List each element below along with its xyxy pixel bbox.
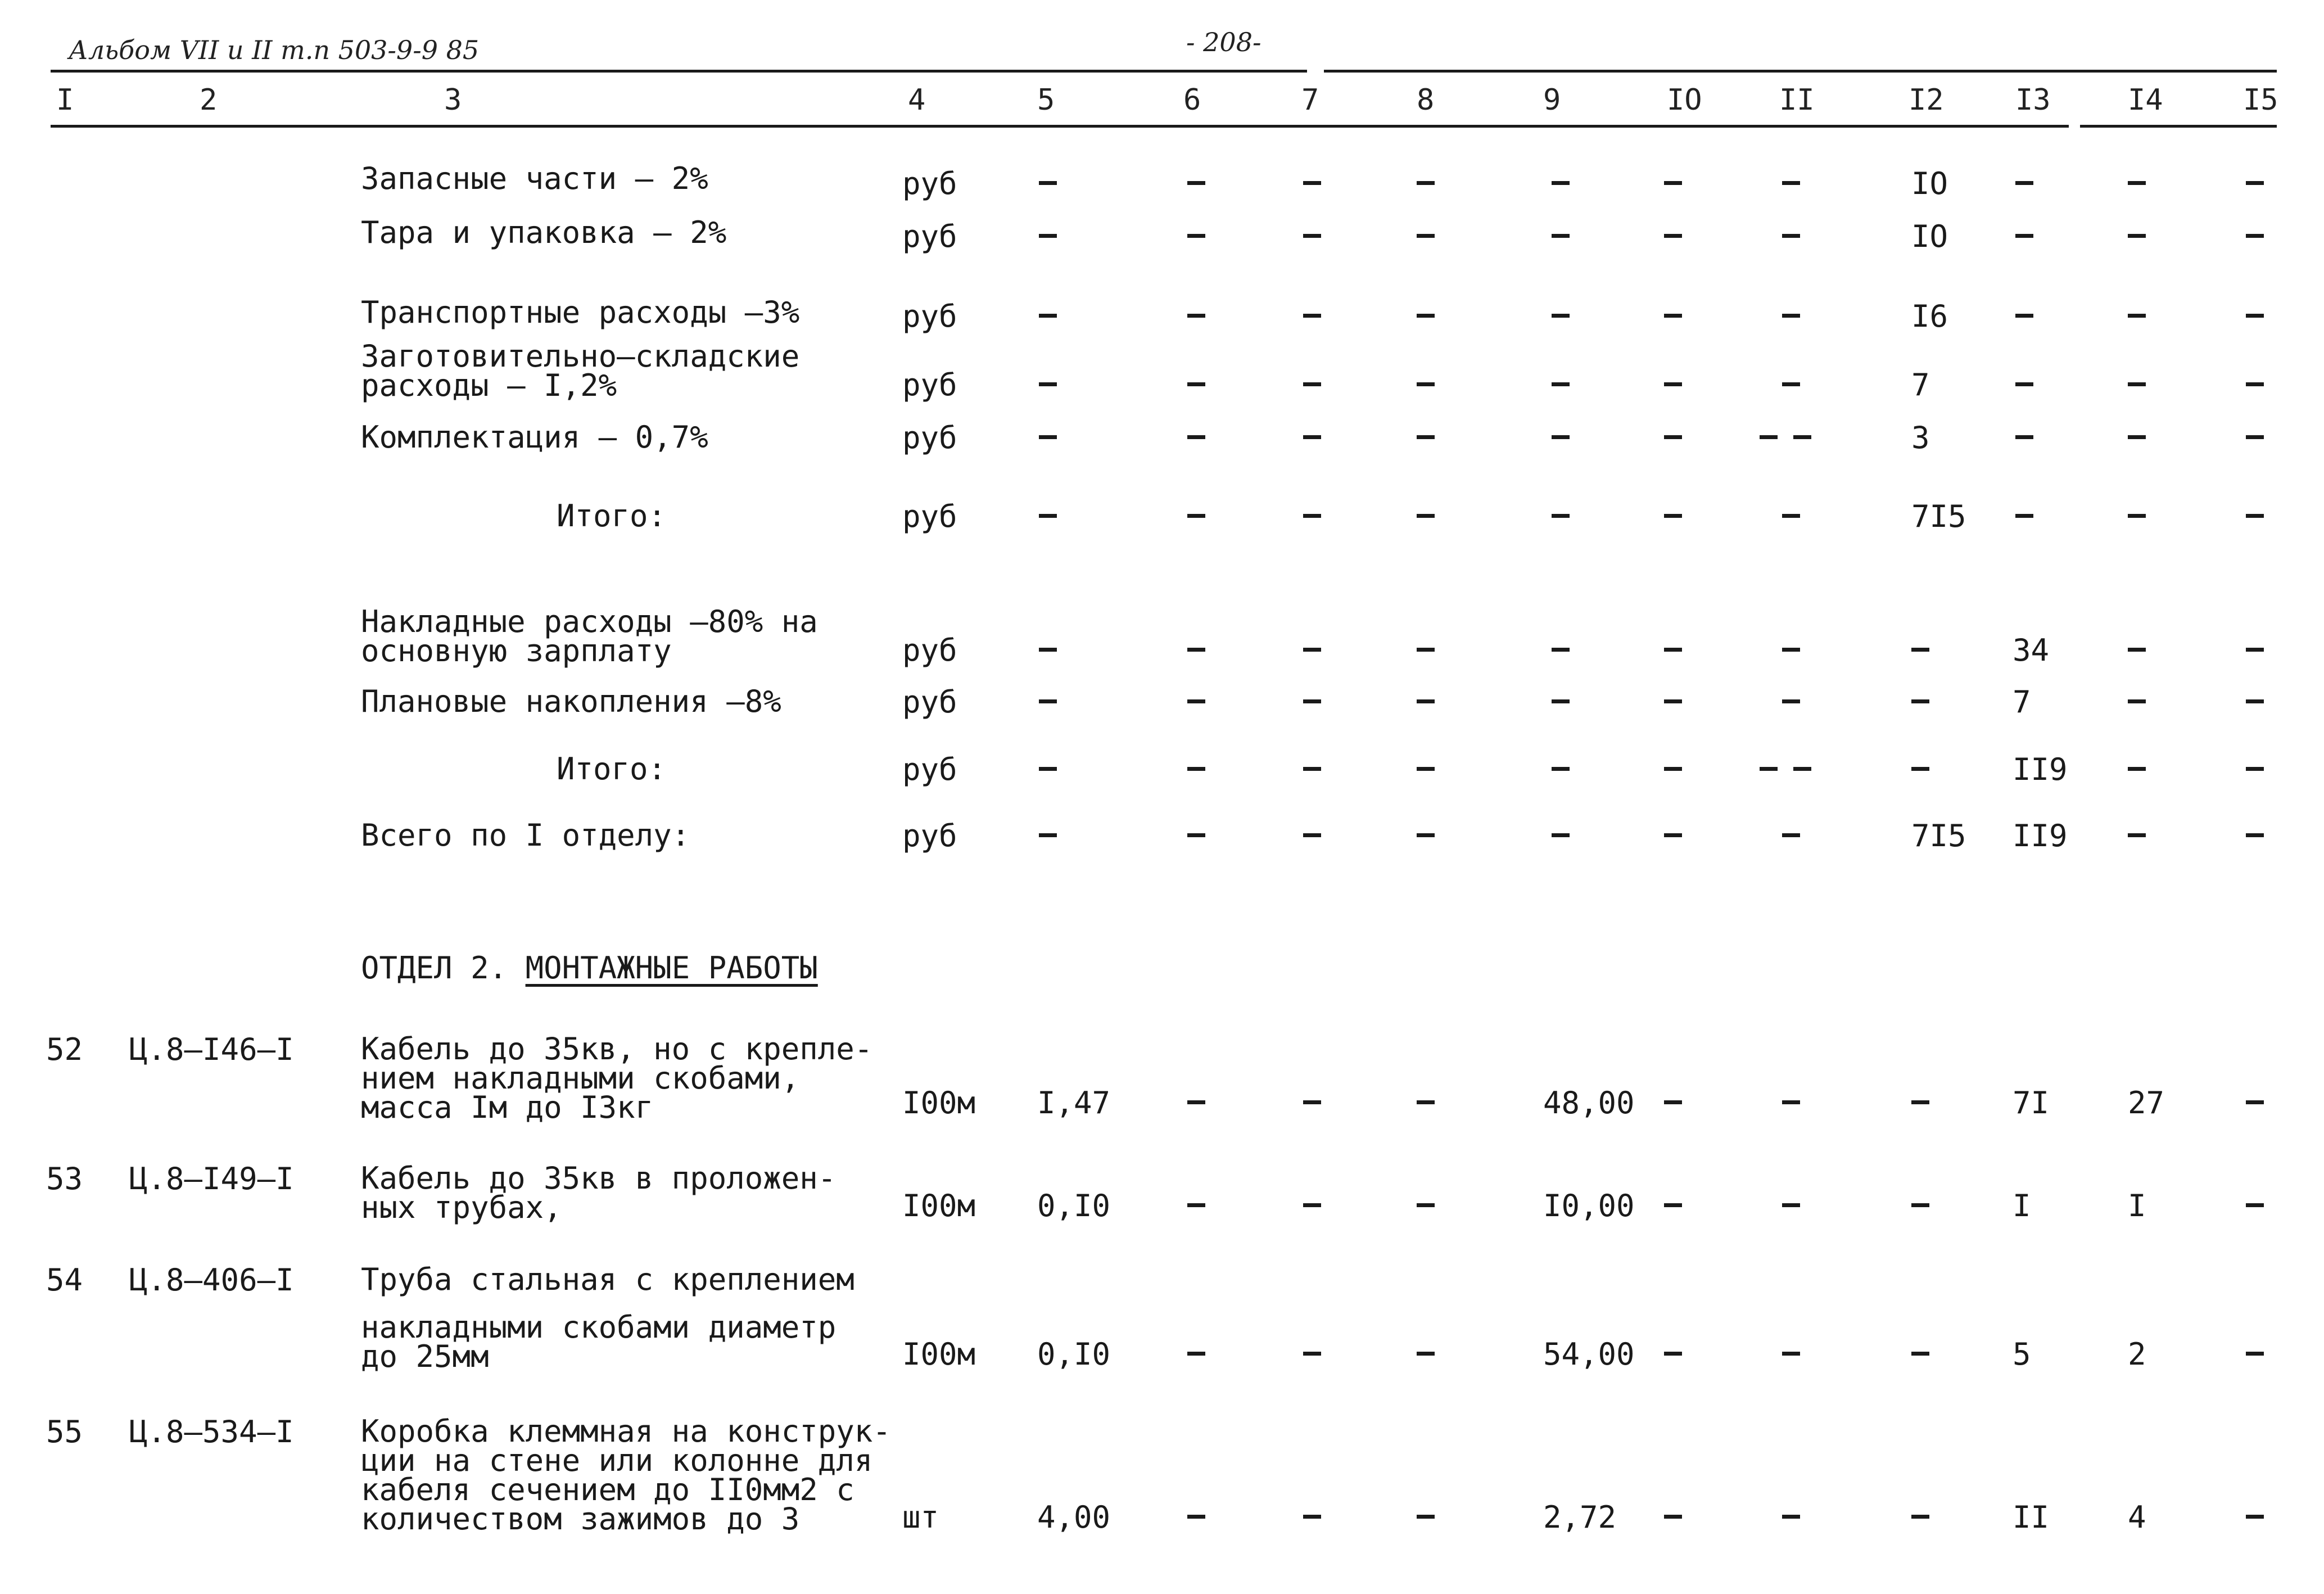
dash-col-14 [2128,648,2146,652]
dash-col-7 [1303,435,1321,439]
row-description: Транспортные расходы –3% [361,295,800,330]
dash-col-6 [1187,382,1205,386]
dash-col-6 [1187,1352,1205,1356]
dash-col-11 [1782,234,1800,238]
section-prefix: ОТДЕЛ 2. [361,950,508,986]
dash-col-6 [1187,1515,1205,1519]
dash-col-11 [1782,1203,1800,1207]
section-heading [361,950,818,986]
dash-col-5 [1039,234,1057,238]
row-unit: руб [902,818,957,854]
album-reference: Альбом VII и II т.п 503-9-9 85 [69,35,480,65]
column-number-14: I4 [2128,83,2163,117]
dash-col-6 [1187,767,1205,771]
dash-col-8 [1417,1352,1435,1356]
column-number-2: 2 [200,83,218,117]
dash-col-6 [1187,648,1205,652]
item-col-14: 2 [2128,1336,2146,1372]
dash-col-7 [1303,767,1321,771]
dash-col-14 [2128,234,2146,238]
row-unit: руб [902,367,957,403]
row-unit: руб [902,420,957,455]
dash-col-9 [1552,514,1570,518]
value-col-12: 7I5 [1911,499,1966,534]
dash-col-8 [1417,1100,1435,1104]
dash-col-10 [1664,1203,1682,1207]
dash-col-15 [2246,1203,2264,1207]
dash-col-5 [1039,435,1057,439]
dash-col-10 [1664,181,1682,185]
dash-col-7 [1303,648,1321,652]
item-code: Ц.8–I46–I [129,1032,294,1067]
dash-col-15 [2246,181,2264,185]
dash-col-11 [1760,767,1778,771]
row-description: Тара и упаковка – 2% [361,215,727,250]
dash-col-6 [1187,181,1205,185]
dash-col-14 [2128,314,2146,318]
dash-col-13 [2015,435,2033,439]
dash-col-14 [2128,435,2146,439]
dash-col-6 [1187,514,1205,518]
item-col-9: 2,72 [1543,1500,1617,1535]
dash-col-5 [1039,699,1057,703]
dash-col-10 [1664,1352,1682,1356]
dash-col-6 [1187,435,1205,439]
dash-col-14 [2128,514,2146,518]
dash-col-14 [2128,699,2146,703]
dash-col-14 [2128,767,2146,771]
dash-col-14 [2128,833,2146,837]
column-number-10: IO [1667,83,1702,117]
dash-col-10 [1664,314,1682,318]
header-rule-left [51,70,1307,73]
item-col-5: 4,00 [1037,1500,1111,1535]
dash-col-9 [1552,382,1570,386]
item-code: Ц.8–I49–I [129,1161,294,1196]
dash-col-12 [1911,1515,1929,1519]
dash-col-14 [2128,382,2146,386]
dash-col-7 [1303,314,1321,318]
item-description: Коробка клеммная на конструк- ции на стене или колонне для кабеля сечением до II0мм2 с количеством зажимов до 3 [361,1414,891,1537]
column-number-8: 8 [1417,83,1435,117]
dash-col-11 [1782,314,1800,318]
column-header-rule-left [51,125,2069,128]
item-col-5: I,47 [1037,1085,1111,1121]
item-number: 52 [46,1032,83,1067]
dash-col-10 [1664,435,1682,439]
dash-col-7 [1303,699,1321,703]
column-number-11: II [1779,83,1815,117]
dash-col-12 [1911,767,1929,771]
item-number: 55 [46,1414,83,1449]
dash-col-11 [1782,382,1800,386]
column-number-4: 4 [908,83,926,117]
dash-col-6 [1187,234,1205,238]
value-col-12: 3 [1911,420,1930,455]
dash-col-10 [1664,699,1682,703]
row-unit: руб [902,219,957,254]
dash-col-15 [2246,234,2264,238]
value-col-12: I6 [1911,299,1948,334]
dash-col-7 [1303,833,1321,837]
dash-col-8 [1417,382,1435,386]
dash-col-10 [1664,382,1682,386]
value-col-13: II9 [2013,752,2068,787]
dash-col-7 [1303,1203,1321,1207]
dash-col-11 [1782,699,1800,703]
dash-col-11 [1782,1352,1800,1356]
row-unit: руб [902,633,957,668]
dash-col-8 [1417,833,1435,837]
row-unit: руб [902,166,957,201]
dash-col-12 [1911,1100,1929,1104]
item-description: Кабель до 35кв в проложен- ных трубах, [361,1160,837,1225]
dash-col-7 [1303,1515,1321,1519]
item-col-14: I [2128,1188,2146,1223]
dash-col-9 [1552,181,1570,185]
dash-col-11-b [1793,767,1811,771]
row-description: Заготовительно–складские расходы – I,2% [361,338,800,403]
dash-col-15 [2246,767,2264,771]
item-code: Ц.8–534–I [129,1414,294,1449]
dash-col-8 [1417,514,1435,518]
item-col-5: 0,I0 [1037,1336,1111,1372]
dash-col-5 [1039,314,1057,318]
dash-col-9 [1552,699,1570,703]
dash-col-12 [1911,648,1929,652]
dash-col-9 [1552,314,1570,318]
item-description-cont: накладными скобами диаметр до 25мм [361,1309,837,1374]
row-unit: руб [902,684,957,720]
item-number: 53 [46,1161,83,1196]
dash-col-11 [1782,514,1800,518]
value-col-12: 7 [1911,367,1930,403]
item-description: Кабель до 35кв, но с крепле- нием накладными скобами, масса Iм до I3кг [361,1031,873,1125]
dash-col-11 [1760,435,1778,439]
dash-col-10 [1664,234,1682,238]
dash-col-8 [1417,234,1435,238]
item-col-9: 54,00 [1543,1336,1635,1372]
column-header-rule-right [2080,125,2277,128]
item-col-14: 27 [2128,1085,2165,1121]
dash-col-9 [1552,767,1570,771]
value-col-12: IO [1911,219,1948,254]
item-number: 54 [46,1262,83,1298]
item-unit: шт [902,1500,939,1535]
dash-col-5 [1039,382,1057,386]
dash-col-15 [2246,1352,2264,1356]
dash-col-13 [2015,234,2033,238]
dash-col-5 [1039,767,1057,771]
dash-col-15 [2246,1100,2264,1104]
dash-col-15 [2246,699,2264,703]
dash-col-8 [1417,1515,1435,1519]
dash-col-7 [1303,181,1321,185]
dash-col-6 [1187,1203,1205,1207]
dash-col-11 [1782,1100,1800,1104]
dash-col-12 [1911,699,1929,703]
item-unit: I00м [902,1336,976,1372]
item-col-13: 5 [2013,1336,2031,1372]
item-description: Труба стальная с креплением [361,1262,854,1297]
dash-col-14 [2128,181,2146,185]
column-number-9: 9 [1543,83,1561,117]
dash-col-8 [1417,767,1435,771]
dash-col-13 [2015,382,2033,386]
value-col-13: 34 [2013,633,2050,668]
dash-col-9 [1552,833,1570,837]
dash-col-13 [2015,181,2033,185]
dash-col-12 [1911,1352,1929,1356]
dash-col-7 [1303,514,1321,518]
value-col-13: 7 [2013,684,2031,720]
dash-col-9 [1552,234,1570,238]
dash-col-10 [1664,514,1682,518]
dash-col-11 [1782,648,1800,652]
dash-col-8 [1417,648,1435,652]
dash-col-11 [1782,181,1800,185]
item-unit: I00м [902,1085,976,1121]
dash-col-11-b [1793,435,1811,439]
column-number-1: I [56,83,74,117]
column-number-7: 7 [1301,83,1319,117]
column-number-13: I3 [2015,83,2051,117]
header-rule-right [1324,70,2277,73]
dash-col-11 [1782,833,1800,837]
dash-col-9 [1552,435,1570,439]
value-col-13: II9 [2013,818,2068,854]
column-number-6: 6 [1183,83,1201,117]
item-code: Ц.8–406–I [129,1262,294,1298]
dash-col-5 [1039,833,1057,837]
dash-col-15 [2246,382,2264,386]
dash-col-5 [1039,648,1057,652]
item-col-13: I [2013,1188,2031,1223]
row-description: Комплектация – 0,7% [361,419,708,455]
dash-col-15 [2246,314,2264,318]
row-description: Накладные расходы –80% на основную зарплату [361,604,818,669]
dash-col-5 [1039,514,1057,518]
dash-col-10 [1664,833,1682,837]
dash-col-15 [2246,514,2264,518]
dash-col-8 [1417,1203,1435,1207]
column-number-5: 5 [1037,83,1055,117]
item-col-9: I0,00 [1543,1188,1635,1223]
dash-col-9 [1552,648,1570,652]
item-unit: I00м [902,1188,976,1223]
dash-col-5 [1039,181,1057,185]
dash-col-7 [1303,1352,1321,1356]
dash-col-7 [1303,234,1321,238]
row-description: Итого: [557,751,667,787]
dash-col-8 [1417,435,1435,439]
item-col-9: 48,00 [1543,1085,1635,1121]
page-number: - 208- [1186,27,1262,57]
dash-col-15 [2246,833,2264,837]
dash-col-6 [1187,833,1205,837]
dash-col-10 [1664,1100,1682,1104]
item-col-13: II [2013,1500,2050,1535]
item-col-13: 7I [2013,1085,2050,1121]
row-unit: руб [902,752,957,787]
value-col-12: 7I5 [1911,818,1966,854]
dash-col-8 [1417,181,1435,185]
dash-col-15 [2246,1515,2264,1519]
column-number-12: I2 [1909,83,1944,117]
column-number-3: 3 [444,83,462,117]
dash-col-10 [1664,648,1682,652]
row-description: Итого: [557,498,667,534]
column-number-15: I5 [2243,83,2278,117]
item-col-14: 4 [2128,1500,2146,1535]
value-col-12: IO [1911,166,1948,201]
dash-col-13 [2015,514,2033,518]
row-unit: руб [902,499,957,534]
dash-col-6 [1187,314,1205,318]
section-title: МОНТАЖНЫЕ РАБОТЫ [525,950,818,986]
dash-col-12 [1911,1203,1929,1207]
row-description: Плановые накопления –8% [361,684,781,719]
item-col-5: 0,I0 [1037,1188,1111,1223]
dash-col-6 [1187,699,1205,703]
row-description: Запасные части – 2% [361,161,708,196]
dash-col-15 [2246,435,2264,439]
dash-col-10 [1664,767,1682,771]
dash-col-7 [1303,382,1321,386]
dash-col-13 [2015,314,2033,318]
row-description: Всего по I отделу: [361,818,690,853]
dash-col-10 [1664,1515,1682,1519]
dash-col-8 [1417,314,1435,318]
dash-col-6 [1187,1100,1205,1104]
dash-col-8 [1417,699,1435,703]
dash-col-15 [2246,648,2264,652]
row-unit: руб [902,299,957,334]
dash-col-7 [1303,1100,1321,1104]
dash-col-11 [1782,1515,1800,1519]
